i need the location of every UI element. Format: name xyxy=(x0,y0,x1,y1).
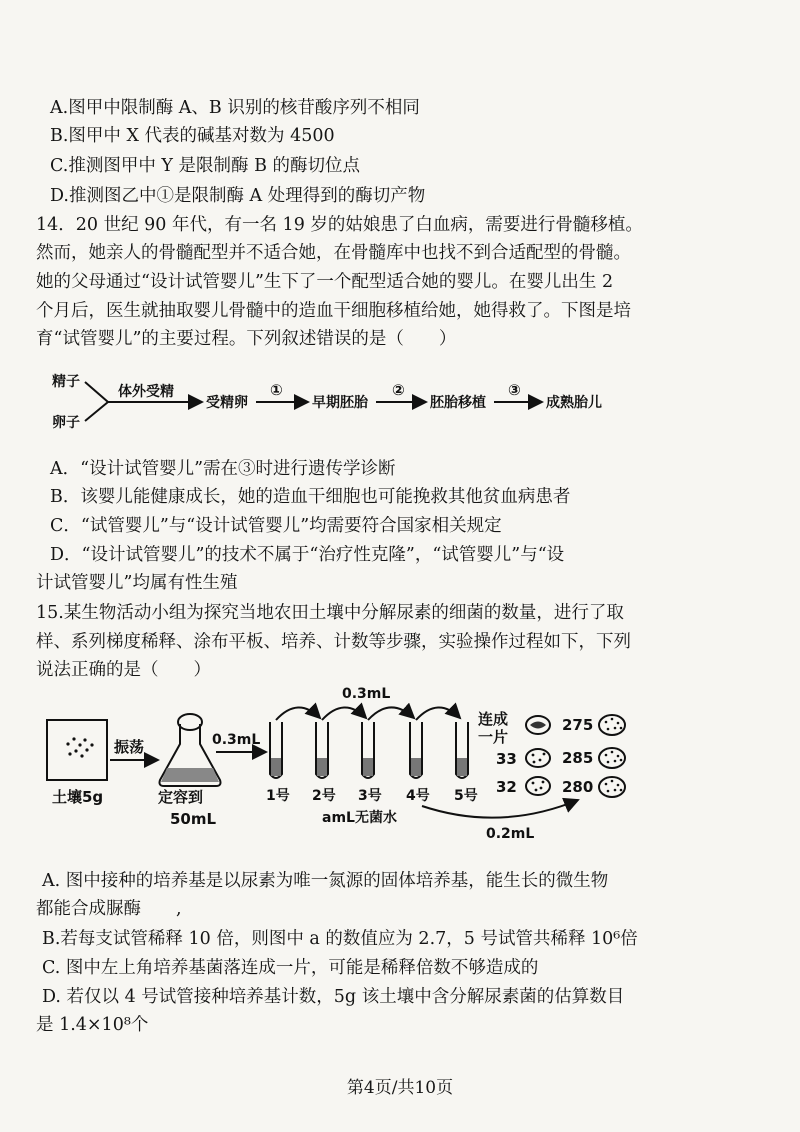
transfer-arc xyxy=(416,707,460,720)
q15-option-a-cont: 都能合成脲酶 , xyxy=(36,899,182,919)
plating-volume-label: 0.2mL xyxy=(486,826,535,842)
step-3-label: ③ xyxy=(508,381,521,399)
step-1-label: ① xyxy=(270,381,283,399)
colony-count: 280 xyxy=(562,778,594,796)
transfer-arc xyxy=(322,707,366,720)
mature-fetus-label: 成熟胎儿 xyxy=(546,395,602,411)
transfer-volume-label: 0.3mL xyxy=(212,732,261,748)
q15-option-c: C. 图中左上角培养基菌落连成一片，可能是稀释倍数不够造成的 xyxy=(42,958,539,978)
tube-1-label: 1号 xyxy=(266,788,290,804)
q14-option-a: A．“设计试管婴儿”需在③时进行遗传学诊断 xyxy=(50,459,396,479)
sperm-label: 精子 xyxy=(52,374,80,390)
q14-stem-line: 她的父母通过“设计试管婴儿”生下了一个配型适合她的婴儿。在婴儿出生 2 xyxy=(36,272,614,292)
q13-option-d: D.推测图乙中①是限制酶 A 处理得到的酶切产物 xyxy=(50,186,426,206)
ivf-flow-diagram xyxy=(30,365,630,435)
q13-option-b: B.图甲中 X 代表的碱基对数为 4500 xyxy=(50,126,335,146)
q15-option-b: B.若每支试管稀释 10 倍，则图中 a 的数值应为 2.7，5 号试管共稀释 10⁶倍 xyxy=(42,929,638,949)
ivf-label: 体外受精 xyxy=(118,384,174,400)
tube-2-label: 2号 xyxy=(312,788,336,804)
q13-option-a: A.图甲中限制酶 A、B 识别的核苷酸序列不相同 xyxy=(50,98,420,118)
q13-option-c: C.推测图甲中 Y 是限制酶 B 的酶切位点 xyxy=(50,156,360,176)
volume-label: 定容到 xyxy=(158,788,204,806)
petri-dish xyxy=(526,749,550,767)
q14-stem-line: 个月后，医生就抽取婴儿骨髓中的造血干细胞移植给她，她得救了。下图是培 xyxy=(36,301,631,321)
page-number: 第4页/共10页 xyxy=(346,1078,454,1098)
transfer-arc xyxy=(276,707,320,720)
tube-4-label: 4号 xyxy=(406,788,430,804)
sparse-colonies xyxy=(532,753,546,792)
serial-transfer-label: 0.3mL xyxy=(342,686,391,702)
q14-stem-line: 然而，她亲人的骨髓配型并不适合她，在骨髓库中也找不到合适配型的骨髓。 xyxy=(36,243,631,263)
colony-count: 32 xyxy=(496,778,517,796)
q14-stem-line: 育“试管婴儿”的主要过程。下列叙述错误的是（ ） xyxy=(36,329,457,349)
flask-stopper xyxy=(178,714,202,730)
petri-dish xyxy=(526,777,550,795)
confluent-label: 连成 xyxy=(478,710,509,728)
soil-label: 土壤5g xyxy=(52,788,104,806)
dense-colonies xyxy=(605,718,623,793)
shake-label: 振荡 xyxy=(114,738,145,756)
colony-count: 33 xyxy=(496,750,517,768)
colony-count: 285 xyxy=(562,749,594,767)
transfer-arc xyxy=(368,707,414,720)
q15-stem-line: 说法正确的是（ ） xyxy=(36,660,211,680)
q14-option-c: C．“试管婴儿”与“设计试管婴儿”均需要符合国家相关规定 xyxy=(50,516,502,536)
tube-3-label: 3号 xyxy=(358,788,382,804)
confluent-label: 一片 xyxy=(478,728,509,746)
q14-option-d: D．“设计试管婴儿”的技术不属于“治疗性克隆”，“试管婴儿”与“设 xyxy=(50,545,565,565)
q15-option-a: A. 图中接种的培养基是以尿素为唯一氮源的固体培养基，能生长的微生物 xyxy=(42,871,609,891)
tube-5-label: 5号 xyxy=(454,788,478,804)
plating-arrow xyxy=(422,800,578,818)
soil-particles xyxy=(66,737,93,757)
flask-liquid xyxy=(161,768,219,782)
q14-stem-line: 14．20 世纪 90 年代，有一名 19 岁的姑娘患了白血病，需要进行骨髓移植。 xyxy=(36,215,643,235)
merge-bracket xyxy=(85,382,108,421)
egg-label: 卵子 xyxy=(52,415,80,431)
q15-stem-line: 样、系列梯度稀释、涂布平板、培养、计数等步骤，实验操作过程如下，下列 xyxy=(36,632,631,652)
q14-option-b: B．该婴儿能健康成长，她的造血干细胞也可能挽救其他贫血病患者 xyxy=(50,487,571,507)
colony-count: 275 xyxy=(562,716,594,734)
zygote-label: 受精卵 xyxy=(206,395,248,411)
q15-option-d-cont: 是 1.4×10⁸个 xyxy=(36,1015,149,1035)
sterile-water-label: amL无菌水 xyxy=(322,810,397,826)
q14-option-d-cont: 计试管婴儿”均属有性生殖 xyxy=(36,573,238,593)
dilution-diagram xyxy=(30,682,650,842)
embryo-transfer-label: 胚胎移植 xyxy=(430,395,486,411)
confluent-colonies xyxy=(530,722,546,729)
step-2-label: ② xyxy=(392,381,405,399)
volume-amount-label: 50mL xyxy=(170,810,217,828)
early-embryo-label: 早期胚胎 xyxy=(312,395,368,411)
q15-option-d: D. 若仅以 4 号试管接种培养基计数，5g 该土壤中含分解尿素菌的估算数目 xyxy=(42,987,625,1007)
q15-stem-line: 15.某生物活动小组为探究当地农田土壤中分解尿素的细菌的数量，进行了取 xyxy=(36,603,624,623)
